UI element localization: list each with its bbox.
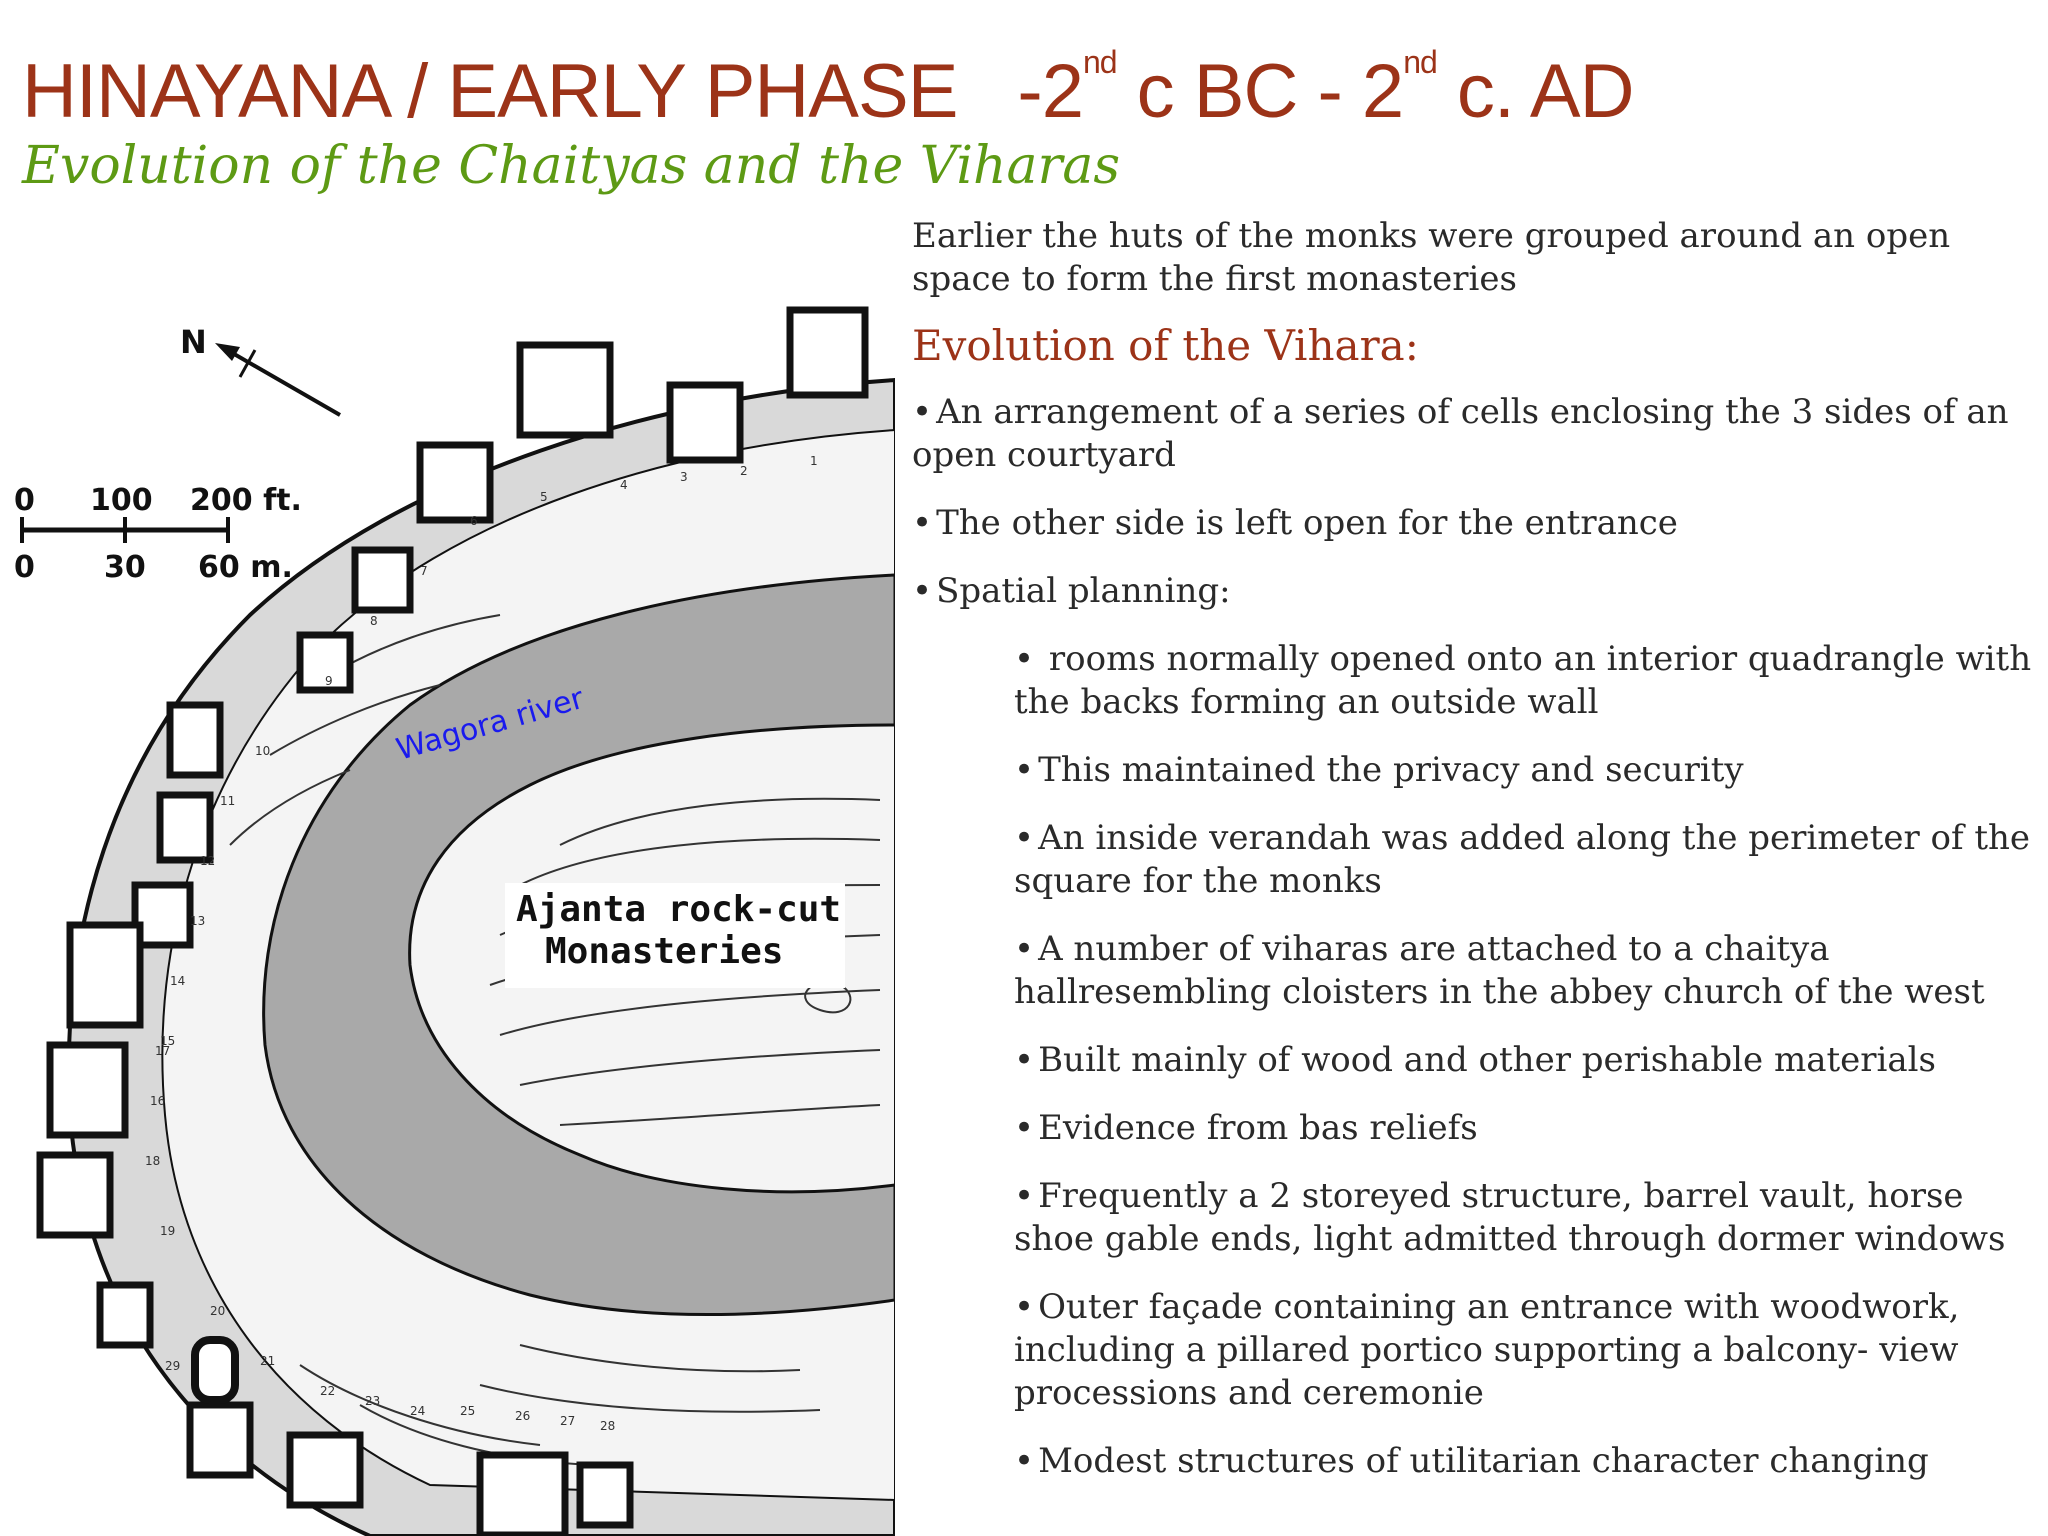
sub-bullet-item: • A number of viharas are attached to a chaitya hallresembling cloisters in the abbey church of the west [1014,929,1985,1013]
slide-title [22,44,1634,134]
cave-number: 3 [680,470,688,484]
cave-number: 27 [560,1414,576,1428]
slide-subtitle: Evolution of the Chaityas and the Viharas [22,136,1121,196]
cave-number: 17 [155,1044,171,1058]
cave-number: 9 [325,674,333,688]
cave-number: 13 [190,914,206,928]
sub-bullet-item: • This maintained the privacy and security [1014,750,1744,791]
scale-m-30: 30 [104,550,146,585]
cave-number: 1 [810,454,818,468]
cave-number: 21 [260,1354,276,1368]
scale-m-60: 60 m. [198,550,293,585]
title-text: HINAYANA / EARLY PHASE [22,49,958,134]
scale-ft-200: 200 ft. [190,483,302,518]
sub-bullet-item: • Frequently a 2 storeyed structure, barrel vault, horse shoe gable ends, light admitted through dormer windows [1014,1176,2006,1260]
sub-bullet-item: • rooms normally opened onto an interior quadrangle with the backs forming an outside wall [1014,639,2032,723]
cave-number: 18 [145,1154,161,1168]
cave-number: 10 [255,744,271,758]
river-label: Wagora river [392,680,588,768]
section-heading: Evolution of the Vihara: [912,321,1419,370]
cave-number: 28 [600,1419,616,1433]
cave-number: 22 [320,1384,336,1398]
north-label: N [180,323,207,361]
bullet-item: • Spatial planning: [912,571,1231,612]
cave-number: 12 [200,854,216,868]
cave-number: 29 [165,1359,181,1373]
sub-bullet-item: • Built mainly of wood and other perishable materials [1014,1040,1936,1081]
cave-number: 24 [410,1404,426,1418]
sub-bullet-item: • Evidence from bas reliefs [1014,1108,1478,1149]
cave-number: 25 [460,1404,476,1418]
scale-m-0: 0 [14,550,35,585]
cave-number: 2 [740,464,748,478]
sub-bullet-item: • Modest structures of utilitarian character changing [1014,1441,1929,1482]
cave-number: 14 [170,974,186,988]
cave-number: 15 [160,1034,176,1048]
content-column [912,215,2032,1508]
cave-number: 7 [420,564,428,578]
cave-number: 11 [220,794,236,808]
cave-number: 4 [620,478,628,492]
intro-paragraph: Earlier the huts of the monks were grouped around an open space to form the first monasteries [912,216,1951,299]
cave-number: 19 [160,1224,176,1238]
bullet-item: • An arrangement of a series of cells enclosing the 3 sides of an open courtyard [912,392,2009,476]
cave-number: 16 [150,1094,166,1108]
cave-number: 23 [365,1394,381,1408]
sub-bullet-item: • Outer façade containing an entrance with woodwork, including a pillared portico supporting a balcony- view processions and ceremonie [1014,1287,1960,1414]
cave-number: 5 [540,490,548,504]
scale-ft-100: 100 [90,483,153,518]
sub-bullet-item: • An inside verandah was added along the perimeter of the square for the monks [1014,818,2031,902]
scale-ft-0: 0 [14,483,35,518]
cave-number: 20 [210,1304,226,1318]
cave-number: 8 [370,614,378,628]
site-label-line1: Ajanta rock-cut [516,889,842,930]
title-era: -2nd c BC - 2nd c. AD [1017,44,1634,134]
ajanta-site-plan [0,285,895,1536]
site-label-line2: Monasteries [545,931,784,972]
cave-number: 6 [470,514,478,528]
cave-29 [195,1340,235,1400]
cave-number: 26 [515,1409,531,1423]
bullet-item: • The other side is left open for the entrance [912,503,1678,544]
